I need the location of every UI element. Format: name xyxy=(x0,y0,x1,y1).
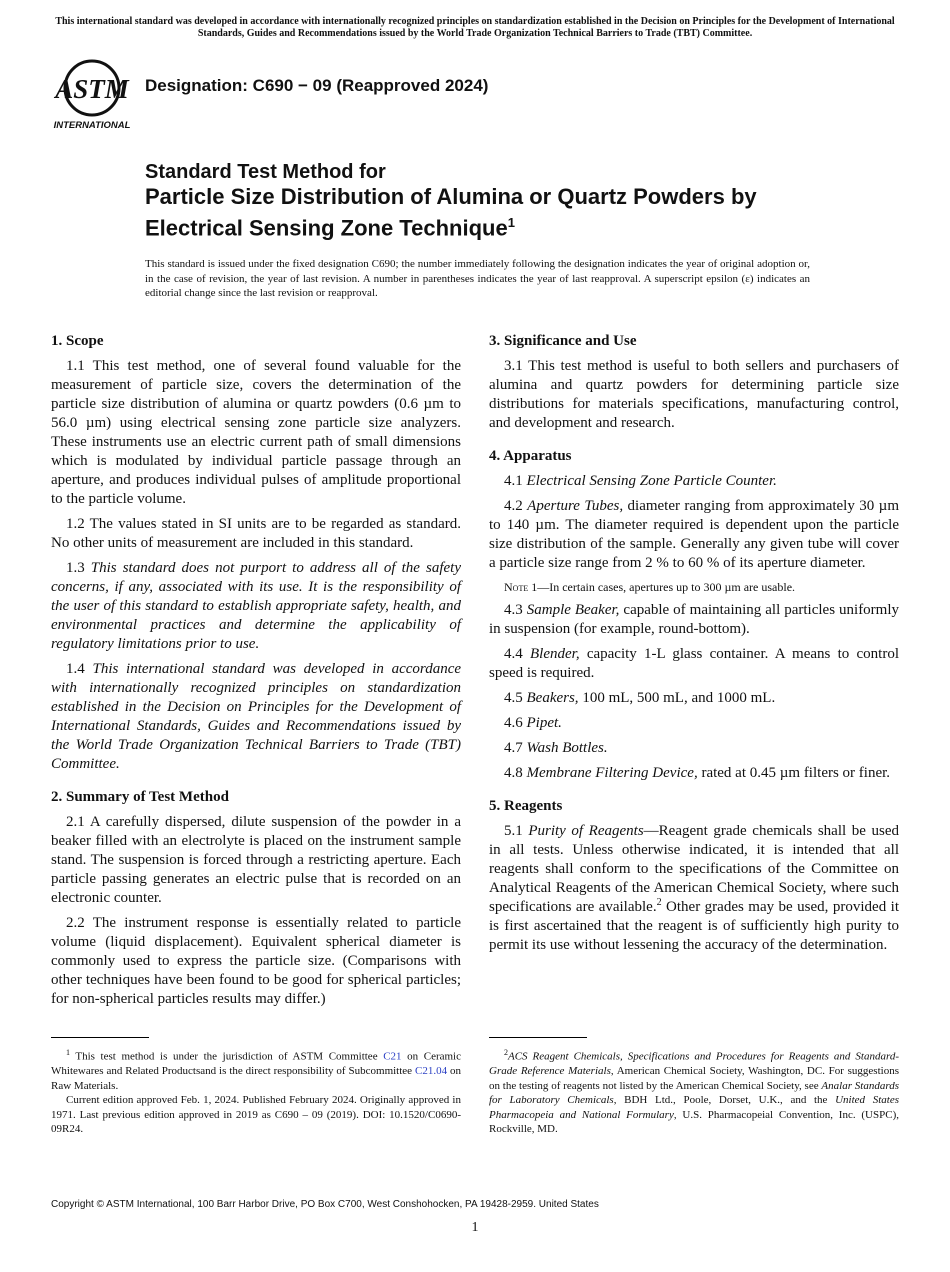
item-4-8: 4.8 Membrane Filtering Device, rated at 0.45 µm filters or finer. xyxy=(504,765,891,781)
title-line-1: Standard Test Method for xyxy=(145,161,386,183)
note-1: Note 1—In certain cases, apertures up to 300 µm are usable. xyxy=(504,580,796,594)
item-4-5: 4.5 Beakers, 100 mL, 500 mL, and 1000 mL. xyxy=(504,690,776,706)
section-heading-apparatus: 4. Apparatus xyxy=(489,448,572,464)
issue-note: This standard is issued under the fixed designation C690; the number immediately following the designation indicates the year of original adoption or, in the case of revision, the year of last revision. A number in parentheses indicates the year of last reapproval. A superscript epsilon (ε) indicates an editorial change since the last revision or reapproval. xyxy=(145,258,810,299)
title-footnote-ref[interactable]: 1 xyxy=(507,215,515,230)
paragraph-1-2: 1.2 The values stated in SI units are to be regarded as standard. No other units of measurement are included in this standard. xyxy=(51,516,461,551)
item-4-2: 4.2 Aperture Tubes, diameter ranging from approximately 30 µm to 140 µm. The diameter required is dependent upon the particle size distribution of the sample. Generally any given tube will cover a particle size range from 2 % to 60 % of its aperture diameter. xyxy=(489,498,899,571)
footnote-ref-2[interactable]: 2 xyxy=(656,897,662,908)
paragraph-1-4: 1.4 This international standard was developed in accordance with internationally recognized principles on standardization established in the Decision on Principles for the Development of International Standards, Guides and Recommendations issued by the World Trade Organization Technical Barriers to Trade (TBT) Committee. xyxy=(51,661,462,772)
item-4-3: 4.3 Sample Beaker, capable of maintaining all particles uniformly in suspension (for example, round-bottom). xyxy=(489,602,900,637)
right-column xyxy=(489,332,899,961)
page-number: 1 xyxy=(471,1220,479,1235)
paragraph-5-1: 5.1 Purity of Reagents—Reagent grade chemicals shall be used in all tests. Unless otherwise indicated, it is intended that all reagents shall conform to the specifications of the Committee on Analytical Reagents of the American Chemical Society, where such specifications are available.$^2$ Other grades may be used, provided it is first ascertained that the reagent is of sufficiently high purity to permit its use without lessening the accuracy of the determination. xyxy=(489,823,899,953)
footnote-1: $^1$ This test method is under the jurisdiction of ASTM Committee C21 on Ceramic Whitewares and Related Productsand is the direct responsibility of Subcommittee C21.04 on Raw Materials. Current edition approved Feb. 1, 2024. Published February 2024. Originally approved in 1971. Last previous edition approved in 2019 as C690 – 09 (2019). DOI: 10.1520/C0690-09R24. xyxy=(51,1048,461,1136)
astm-logo-icon xyxy=(52,56,136,132)
footnote-divider-right xyxy=(489,1037,587,1038)
paragraph-2-2: 2.2 The instrument response is essentially related to particle volume (liquid displacement). Equivalent spherical diameter is commonly used to express the particle size. (Comparisons with other techniques have been found to be good for spherical particles; for non-spherical particles results may differ.) xyxy=(51,915,461,1007)
paragraph-2-1: 2.1 A carefully dispersed, dilute suspension of the powder in a beaker filled with an electrolyte is placed on the instrument sample stand. The suspension is forced through a restricting aperture. Each particle passing generates an electric pulse that is recorded on an electronic counter. xyxy=(51,814,461,906)
item-4-4: 4.4 Blender, capacity 1-L glass container. A means to control speed is required. xyxy=(489,646,899,681)
paragraph-1-1: 1.1 This test method, one of several found valuable for the measurement of particle size, covers the determination of the particle size distribution of alumina or quartz powders (0.6 µm to 56.0 µm) using electrical sensing zone particle size analyzers. These instruments use an electric current path of small dimensions which is modulated by individual particle passage through an aperture, and produces individual pulses of amplitude proportional to the particle volume. xyxy=(51,358,461,507)
logo-text: ASTM xyxy=(55,74,129,104)
section-heading-summary: 2. Summary of Test Method xyxy=(51,789,229,805)
left-column xyxy=(51,332,461,1015)
footnote-divider-left xyxy=(51,1037,149,1038)
title-line-2: Particle Size Distribution of Alumina or Quartz Powders by xyxy=(145,184,757,209)
item-4-6: 4.6 Pipet. xyxy=(504,715,562,731)
top-notice: This international standard was developed in accordance with internationally recognized principles on standardization established in the Decision on Principles for the Development of International Standards, Guides and Recommendations issued by the World Trade Organization Technical Barriers to Trade (TBT) Committee. xyxy=(55,16,895,39)
item-4-1: 4.1 Electrical Sensing Zone Particle Counter. xyxy=(504,473,777,489)
paragraph-1-3: 1.3 This standard does not purport to address all of the safety concerns, if any, associated with its use. It is the responsibility of the user of this standard to establish appropriate safety, health, and environmental practices and determine the applicability of regulatory limitations prior to use. xyxy=(51,560,461,652)
section-heading-scope: 1. Scope xyxy=(51,333,104,349)
astm-logo xyxy=(52,56,136,132)
section-heading-reagents: 5. Reagents xyxy=(489,798,563,814)
designation: Designation: C690 − 09 (Reapproved 2024) xyxy=(145,76,489,95)
link-c21[interactable]: C21 xyxy=(383,1050,402,1063)
copyright: Copyright © ASTM International, 100 Barr Harbor Drive, PO Box C700, West Conshohocken, PA 19428-2959. United States xyxy=(51,1199,599,1210)
link-c21-04[interactable]: C21.04 xyxy=(414,1065,448,1078)
footnote-2: $^2$ACS Reagent Chemicals, Specifications and Procedures for Reagents and Standard-Grade Reference Materials, American Chemical Society, Washington, DC. For suggestions on the testing of reagents not listed by the American Chemical Society, see Analar Standards for Laboratory Chemicals, BDH Ltd., Poole, Dorset, U.K., and the United States Pharmacopeia and National Formulary, U.S. Pharmacopeial Convention, Inc. (USPC), Rockville, MD. xyxy=(489,1048,899,1136)
item-4-7: 4.7 Wash Bottles. xyxy=(504,740,608,756)
section-heading-significance: 3. Significance and Use xyxy=(489,333,637,349)
title-line-3: Electrical Sensing Zone Technique xyxy=(145,215,508,241)
document-title xyxy=(145,160,845,241)
logo-subtext: INTERNATIONAL xyxy=(53,120,131,131)
footnote-1-edition: Current edition approved Feb. 1, 2024. Published February 2024. Originally approved in 1971. Last previous edition approved in 2019 as C690 – 09 (2019). DOI: 10.1520/C0690-09R24. xyxy=(51,1094,461,1136)
paragraph-3-1: 3.1 This test method is useful to both sellers and purchasers of alumina and quartz powders for determining particle size distributions for materials specifications, manufacturing control, and development and research. xyxy=(489,358,899,431)
